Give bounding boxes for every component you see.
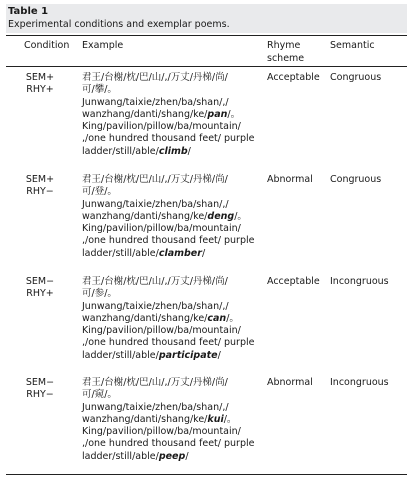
table-caption [6,4,407,33]
example-cell [82,72,268,158]
condition-line2: RHY− [26,186,54,198]
english-line2: ,/one hundred thousand feet/ purple [82,133,255,145]
condition-cell [10,276,70,301]
semantic-cell: Incongruous [330,377,389,388]
pinyin-line2 [82,313,268,325]
header-rhyme-line2: scheme [267,52,305,64]
pinyin-prefix: wanzhang/danti/shang/ke/ [82,312,208,324]
pinyin-suffix: /。 [234,210,247,222]
condition-line1: SEM− [25,276,55,287]
condition-line2: RHY+ [26,84,54,96]
condition-cell [10,72,70,97]
english-prefix: ladder/still/able/ [82,349,159,361]
pinyin-suffix: /。 [223,413,237,425]
pinyin-suffix: /。 [227,108,241,120]
header-semantic: Semantic [330,40,375,51]
pinyin-line2 [82,109,268,121]
condition-line1: SEM− [25,377,55,388]
table-title: Experimental conditions and exemplar poems. [8,19,230,30]
header-rhyme-line1: Rhyme [267,40,301,51]
english-suffix: / [185,450,189,462]
pinyin-target-word: pan [207,108,228,120]
english-line3 [82,350,268,362]
english-line1: King/pavilion/pillow/ba/mountain/ [82,121,241,133]
pinyin-prefix: wanzhang/danti/shang/ke/ [82,413,208,425]
english-target-word: clamber [158,247,202,259]
top-rule [6,35,407,36]
english-prefix: ladder/still/able/ [82,450,159,462]
english-line1: King/pavilion/pillow/ba/mountain/ [82,426,241,438]
pinyin-suffix: /。 [226,312,239,324]
english-target-word: peep [158,450,186,462]
condition-cell [10,377,70,402]
chinese-line1: 君王/台榭/枕/巴/山/,/万丈/丹梯/尚/ [82,377,228,388]
pinyin-target-word: deng [207,210,235,222]
pinyin-prefix: wanzhang/danti/shang/ke/ [82,210,208,222]
english-suffix: / [201,247,206,259]
chinese-line1: 君王/台榭/枕/巴/山/,/万丈/丹梯/尚/ [82,72,228,83]
pinyin-line1: Junwang/taixie/zhen/ba/shan/,/ [82,401,229,413]
english-prefix: ladder/still/able/ [82,145,159,157]
rhyme-scheme-cell: Acceptable [267,276,320,287]
english-target-word: climb [158,145,188,157]
pinyin-target-word: can [207,312,227,324]
semantic-cell: Congruous [330,174,382,185]
chinese-line2: 可/攀/。 [82,84,117,96]
english-prefix: ladder/still/able/ [82,247,159,259]
chinese-line2: 可/登/。 [82,186,117,198]
english-suffix: / [217,349,221,361]
header-rhyme-scheme [267,40,327,65]
chinese-line1: 君王/台榭/枕/巴/山/,/万丈/丹梯/尚/ [82,174,228,185]
pinyin-line1: Junwang/taixie/zhen/ba/shan/,/ [82,300,229,312]
english-line2: ,/one hundred thousand feet/ purple [82,438,255,450]
bottom-rule [6,474,407,475]
pinyin-line2 [82,211,268,223]
condition-line1: SEM+ [25,72,55,83]
english-line1: King/pavilion/pillow/ba/mountain/ [82,325,241,337]
pinyin-prefix: wanzhang/danti/shang/ke/ [82,108,208,120]
table-number: Table 1 [8,6,49,17]
english-line2: ,/one hundred thousand feet/ purple [82,235,255,247]
example-cell [82,276,268,362]
chinese-line1: 君王/台榭/枕/巴/山/,/万丈/丹梯/尚/ [82,276,228,287]
english-line1: King/pavilion/pillow/ba/mountain/ [82,223,241,235]
header-condition: Condition [24,40,70,51]
pinyin-line1: Junwang/taixie/zhen/ba/shan/,/ [82,96,229,108]
header-rule [6,66,407,67]
pinyin-line1: Junwang/taixie/zhen/ba/shan/,/ [82,198,229,210]
pinyin-line2 [82,414,268,426]
example-cell [82,377,268,463]
example-cell [82,174,268,260]
chinese-line2: 可/窥/。 [82,389,117,401]
condition-cell [10,174,70,199]
english-line3 [82,451,268,463]
chinese-line2: 可/参/。 [82,288,117,300]
condition-line2: RHY+ [26,288,54,300]
condition-line1: SEM+ [25,174,55,185]
pinyin-target-word: kui [207,413,224,425]
semantic-cell: Congruous [330,72,382,83]
rhyme-scheme-cell: Abnormal [267,377,313,388]
semantic-cell: Incongruous [330,276,389,287]
rhyme-scheme-cell: Abnormal [267,174,313,185]
english-line3 [82,248,268,260]
english-suffix: / [187,145,191,157]
english-target-word: participate [158,349,218,361]
header-example: Example [82,40,124,51]
english-line3 [82,146,268,158]
condition-line2: RHY− [26,389,54,401]
rhyme-scheme-cell: Acceptable [267,72,320,83]
english-line2: ,/one hundred thousand feet/ purple [82,337,255,349]
